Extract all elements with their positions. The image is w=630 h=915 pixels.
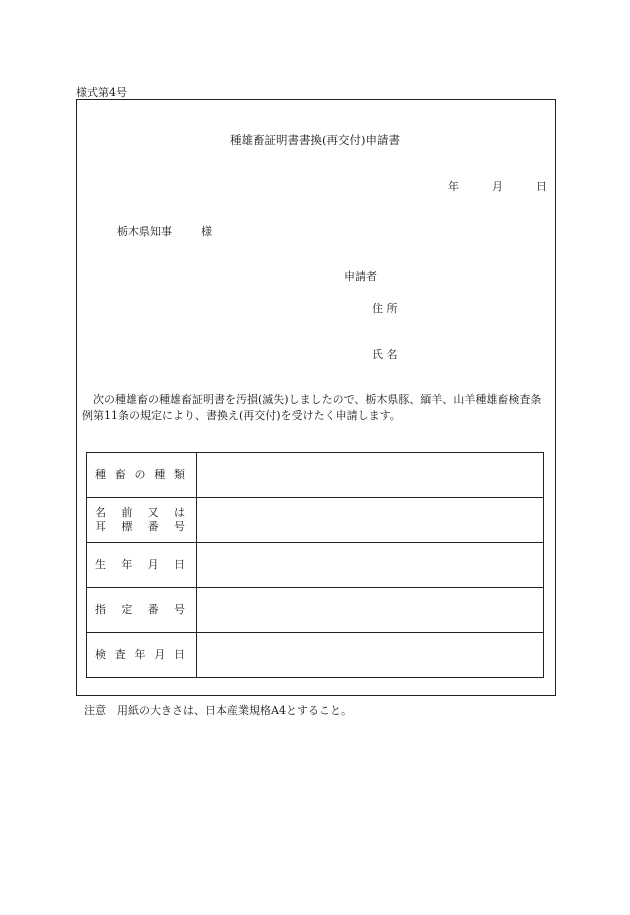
date-day: 日 [536, 180, 547, 193]
table-row-inspection-date [87, 633, 544, 678]
date-year: 年 [448, 180, 459, 193]
label-inspection-date: 検 査 年 月 日 [87, 633, 197, 678]
value-name-ear-tag[interactable] [196, 498, 543, 543]
table-row-name-ear-tag [87, 498, 544, 543]
label-birth-date: 生 年 月 日 [87, 543, 197, 588]
label-name-ear-tag: 名 前 又 は 耳 標 番 号 [87, 498, 197, 543]
addressee [117, 223, 212, 239]
info-table [86, 452, 544, 678]
label-breed: 種 畜 の 種 類 [87, 453, 197, 498]
label-designation-number: 指 定 番 号 [87, 588, 197, 633]
value-birth-date[interactable] [196, 543, 543, 588]
applicant-label: 申請者 [344, 270, 377, 283]
addressee-honorific: 様 [201, 225, 212, 238]
value-designation-number[interactable] [196, 588, 543, 633]
table-row-designation-number [87, 588, 544, 633]
address-label: 住 所 [372, 302, 398, 315]
paper-size-note: 注意 用紙の大きさは、日本産業規格A4とすること。 [84, 704, 352, 717]
table-row-breed [87, 453, 544, 498]
table-row-birth-date [87, 543, 544, 588]
date-line [448, 178, 547, 194]
value-inspection-date[interactable] [196, 633, 543, 678]
date-month: 月 [492, 180, 503, 193]
value-breed[interactable] [196, 453, 543, 498]
addressee-name: 栃木県知事 [117, 225, 172, 238]
form-title: 種雄畜証明書書換(再交付)申請書 [230, 133, 400, 147]
form-number: 様式第4号 [76, 86, 127, 99]
body-text: 次の種雄畜の種雄畜証明書を汚損(滅失)しましたので、栃木県豚、緬羊、山羊種雄畜検査条例第11条の規定により、書換え(再交付)を受けたく申請します。 [82, 393, 542, 422]
name-label: 氏 名 [372, 348, 398, 361]
